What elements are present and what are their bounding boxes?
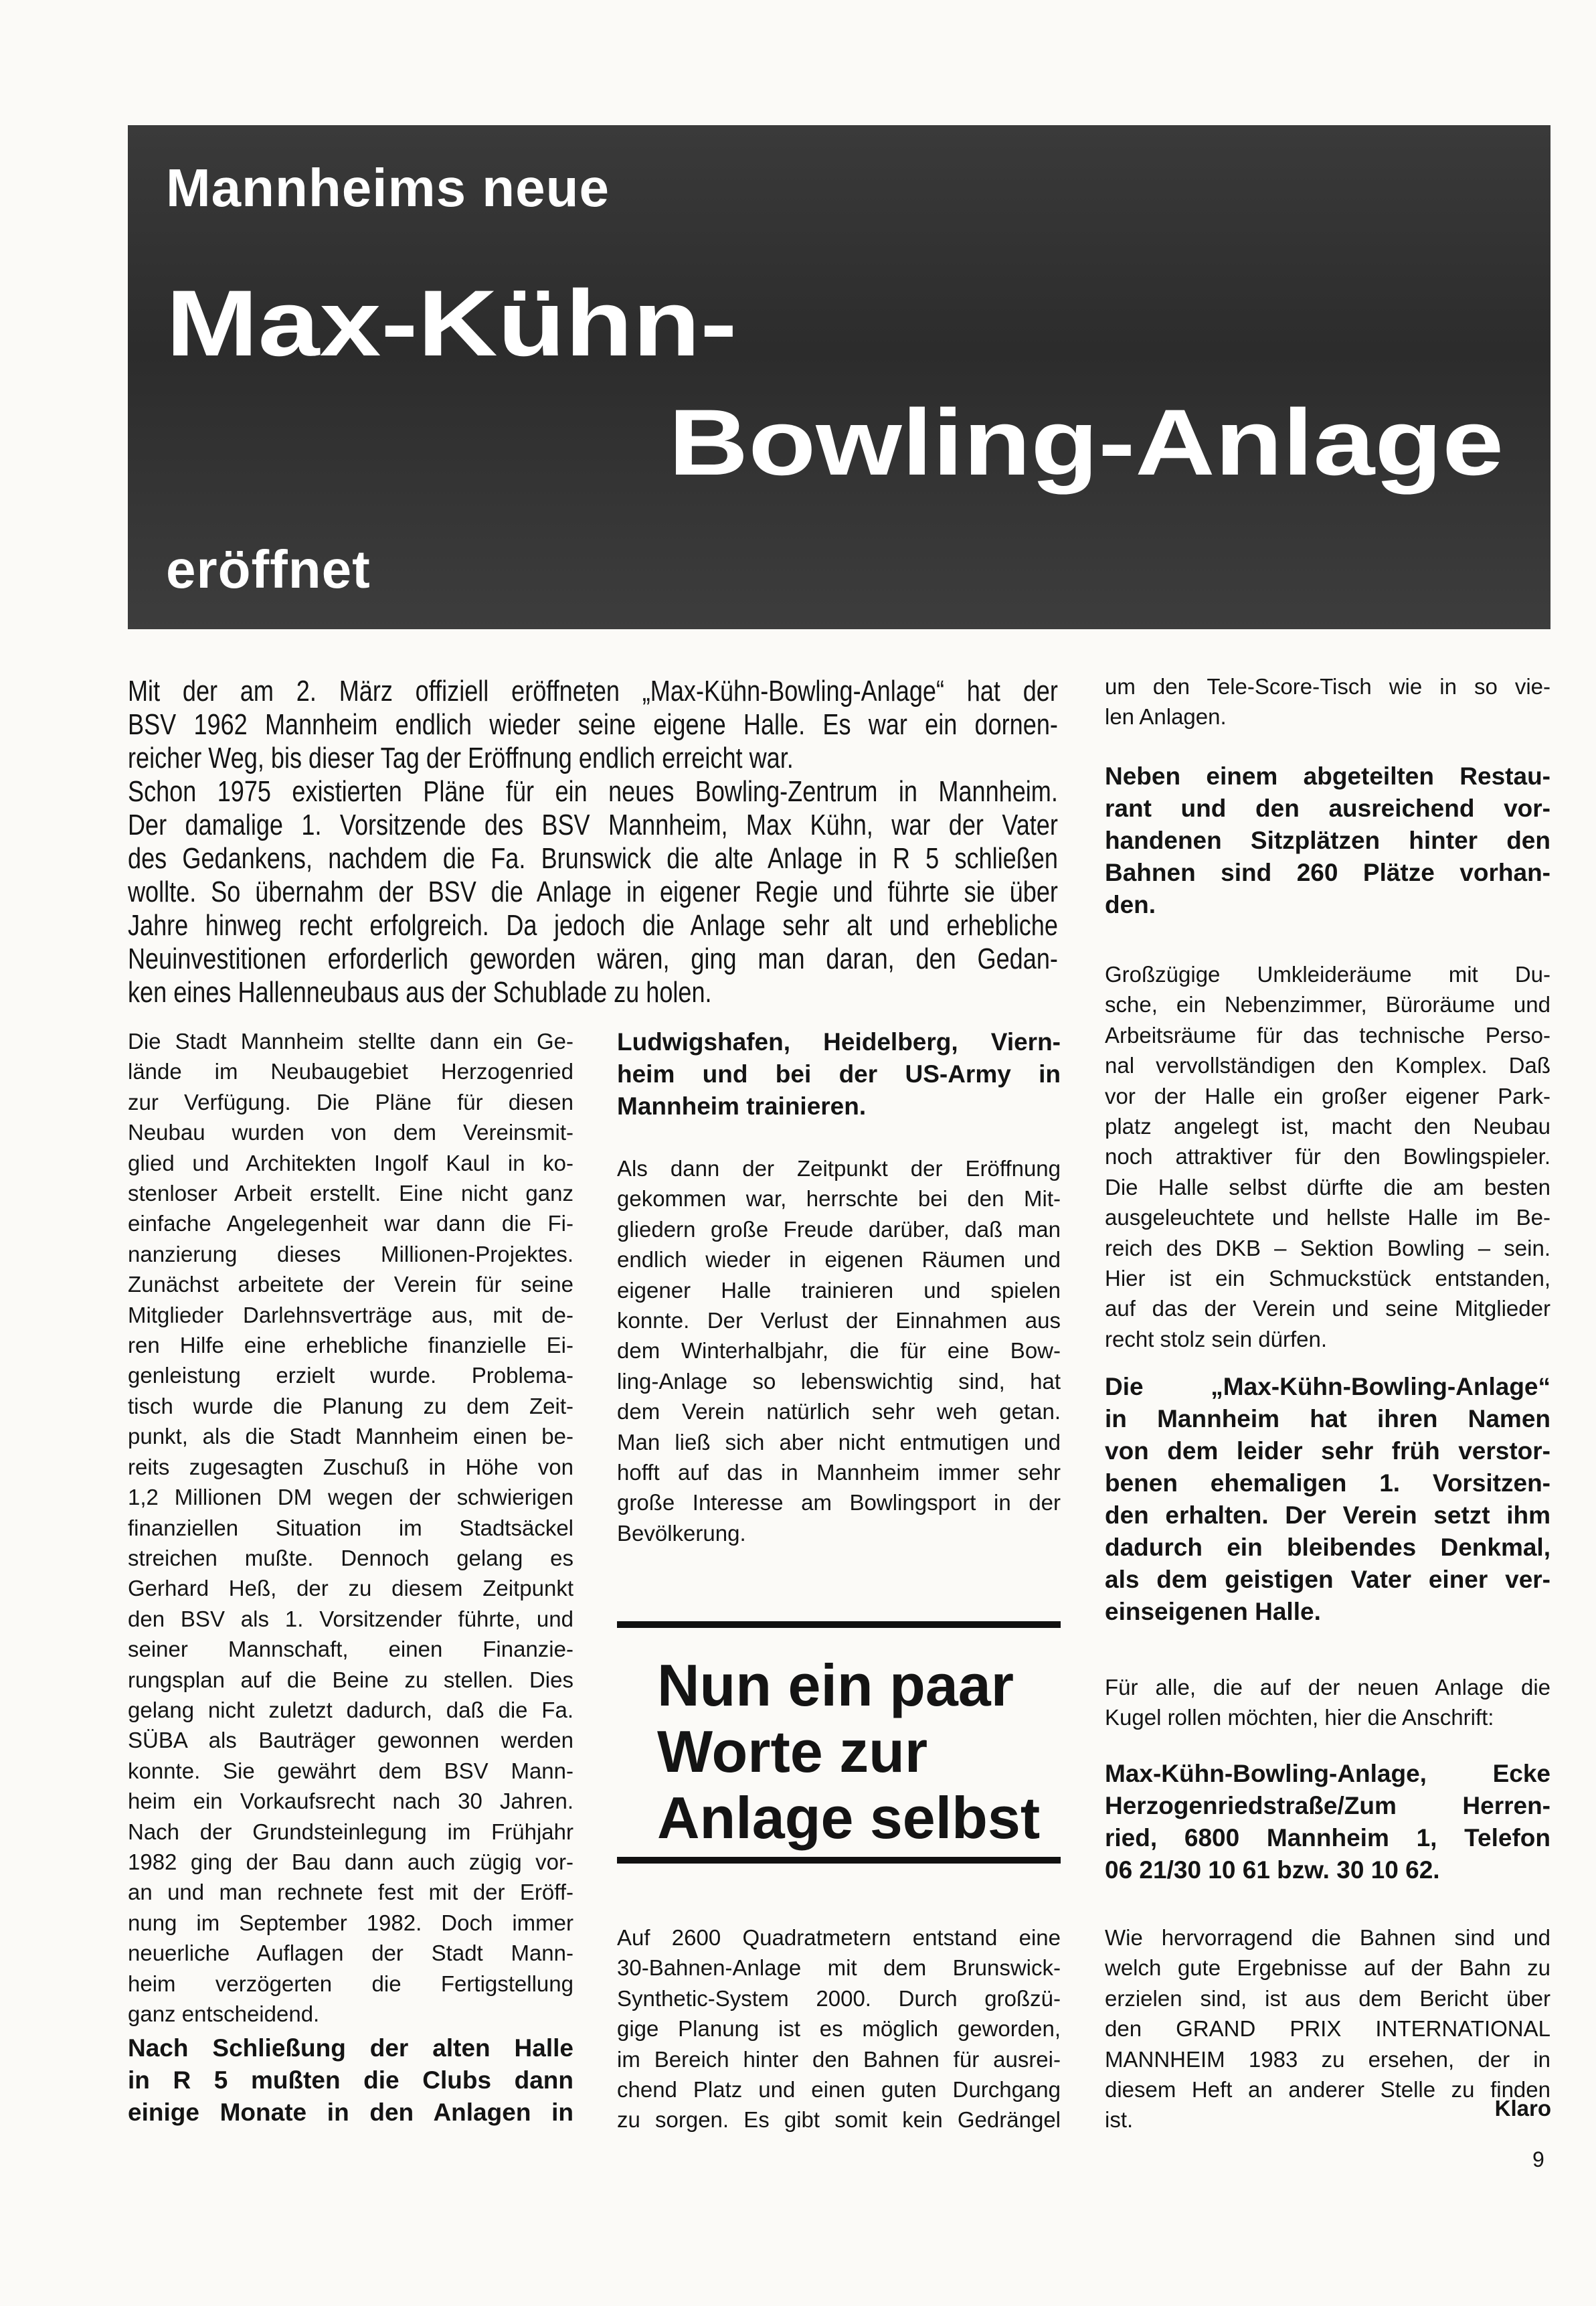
- text-line: platz angelegt ist, macht den Neubau: [1105, 1114, 1550, 1139]
- title-banner: [128, 125, 1550, 629]
- text-line: dadurch ein bleibendes Denkmal,: [1105, 1534, 1550, 1561]
- text-line: finanziellen Situation im Stadtsäckel: [128, 1515, 573, 1540]
- text-line: nal vervollständigen den Komplex. Daß: [1105, 1053, 1550, 1078]
- text-line: ken eines Hallenneubaus aus der Schublade zu holen.: [128, 976, 712, 1009]
- text-line: ausgeleuchtete und hellste Halle im Be-: [1105, 1205, 1550, 1230]
- text-line: Gerhard Heß, der zu diesem Zeitpunkt: [128, 1576, 573, 1601]
- text-line: Neubau wurden von dem Vereinsmit-: [128, 1120, 573, 1145]
- divider-bottom: [617, 1857, 1061, 1864]
- text-line: glied und Architekten Ingolf Kaul in ko-: [128, 1150, 573, 1175]
- text-line: stenloser Arbeit erstellt. Eine nicht ganz: [128, 1181, 573, 1206]
- text-line: zur Verfügung. Die Pläne für diesen: [128, 1089, 573, 1115]
- text-line: heim ein Vorkaufsrecht nach 30 Jahren.: [128, 1789, 573, 1814]
- text-line: ling-Anlage so lebenswichtig sind, hat: [617, 1368, 1061, 1394]
- text-line: Neben einem abgeteilten Restau-: [1105, 762, 1550, 790]
- text-line: Ludwigshafen, Heidelberg, Viern-: [617, 1028, 1061, 1056]
- text-line: Herzogenriedstraße/Zum Herren-: [1105, 1792, 1550, 1819]
- text-line: Anlage selbst: [657, 1785, 1041, 1851]
- text-line: als dem geistigen Vater einer ver-: [1105, 1566, 1550, 1593]
- middle-bold-paragraph: [617, 1026, 1061, 1123]
- page-number: 9: [1532, 2147, 1544, 2171]
- text-line: MANNHEIM 1983 zu ersehen, der in: [1105, 2046, 1550, 2072]
- text-line: dem Winterhalbjahr, die für eine Bow-: [617, 1338, 1061, 1364]
- text-line: gige Planung ist es möglich geworden,: [617, 2016, 1061, 2042]
- text-line: chend Platz und einen guten Durchgang: [617, 2077, 1061, 2103]
- text-line: rungsplan auf die Beine zu stellen. Dies: [128, 1667, 573, 1692]
- text-line: erzielen sind, ist aus dem Bericht über: [1105, 1985, 1550, 2011]
- text-line: dem Verein natürlich sehr weh getan.: [617, 1399, 1061, 1424]
- text-line: seiner Mannschaft, einen Finanzie-: [128, 1637, 573, 1662]
- text-line: Kugel rollen möchten, hier die Anschrift:: [1105, 1705, 1494, 1730]
- text-line: 06 21/30 10 61 bzw. 30 10 62.: [1105, 1856, 1440, 1884]
- text-line: den GRAND PRIX INTERNATIONAL: [1105, 2016, 1550, 2042]
- text-line: Wie hervorragend die Bahnen sind und: [1105, 1925, 1550, 1950]
- text-line: einfache Angelegenheit war dann die Fi-: [128, 1211, 573, 1236]
- text-line: recht stolz sein dürfen.: [1105, 1326, 1327, 1351]
- text-line: Die „Max-Kühn-Bowling-Anlage“: [1105, 1373, 1550, 1400]
- text-line: heim und bei der US-Army in: [617, 1060, 1061, 1088]
- text-line: genleistung erzielt wurde. Problema-: [128, 1363, 573, 1388]
- text-line: den BSV als 1. Vorsitzender führte, und: [128, 1606, 573, 1631]
- text-line: Der damalige 1. Vorsitzende des BSV Mannheim, Max Kühn, war der Vater: [128, 809, 1058, 841]
- text-line: diesem Heft an anderer Stelle zu finden: [1105, 2077, 1550, 2103]
- text-line: rant und den ausreichend vor-: [1105, 795, 1550, 822]
- right-address: [1105, 1758, 1550, 1886]
- text-line: des Gedankens, nachdem die Fa. Brunswick die alte Anlage in R 5 schließen: [128, 842, 1058, 875]
- text-line: im Bereich hinter den Bahnen für ausrei-: [617, 2046, 1061, 2072]
- text-line: Mitglieder Darlehnsverträge aus, mit de-: [128, 1302, 573, 1327]
- text-line: den.: [1105, 891, 1156, 918]
- left-bold-paragraph: [128, 2032, 573, 2129]
- text-line: ried, 6800 Mannheim 1, Telefon: [1105, 1824, 1550, 1851]
- title-line-1: Max-Kühn-: [166, 270, 737, 376]
- right-bold-paragraph-1: [1105, 760, 1550, 921]
- text-line: 1982 ging der Bau dann auch zügig vor-: [128, 1849, 573, 1874]
- text-line: Max-Kühn-Bowling-Anlage, Ecke: [1105, 1760, 1550, 1787]
- text-line: handenen Sitzplätzen hinter den: [1105, 827, 1550, 854]
- intro-paragraph-2: [128, 775, 1058, 1009]
- text-line: gliedern große Freude darüber, daß man: [617, 1216, 1061, 1242]
- text-line: Schon 1975 existierten Pläne für ein neues Bowling-Zentrum in Mannheim.: [128, 775, 1058, 808]
- text-line: nanzierung dieses Millionen-Projektes.: [128, 1241, 573, 1266]
- text-line: Nach Schließung der alten Halle: [128, 2034, 573, 2062]
- text-line: ist.: [1105, 2107, 1134, 2133]
- text-line: neuerliche Auflagen der Stadt Mann-: [128, 1941, 573, 1966]
- text-line: SÜBA als Bauträger gewonnen werden: [128, 1728, 573, 1753]
- text-line: Mit der am 2. März offiziell eröffneten „Max-Kühn-Bowling-Anlage“ hat der: [128, 675, 1058, 708]
- text-line: Worte zur: [657, 1718, 928, 1785]
- text-line: reits zugesagten Zuschuß in Höhe von: [128, 1454, 573, 1479]
- text-line: einige Monate in den Anlagen in: [128, 2098, 573, 2126]
- text-line: endlich wieder in eigenen Räumen und: [617, 1247, 1061, 1272]
- text-line: um den Tele-Score-Tisch wie in so vie-: [1105, 674, 1550, 699]
- text-line: ren Hilfe eine erhebliche finanzielle Ei-: [128, 1333, 573, 1358]
- text-line: Synthetic-System 2000. Durch großzü-: [617, 1985, 1061, 2011]
- text-line: Jahre hinweg recht erfolgreich. Da jedoch die Anlage sehr alt und erhebliche: [128, 909, 1058, 942]
- text-line: Zunächst arbeitete der Verein für seine: [128, 1272, 573, 1297]
- text-line: in R 5 mußten die Clubs dann: [128, 2066, 573, 2094]
- text-line: punkt, als die Stadt Mannheim einen be-: [128, 1424, 573, 1449]
- text-line: den erhalten. Der Verein setzt ihm: [1105, 1501, 1550, 1529]
- text-line: hofft auf das in Mannheim immer sehr: [617, 1460, 1061, 1485]
- title-line-2: Bowling-Anlage: [669, 390, 1504, 495]
- text-line: an und man rechnete fest mit der Eröff-: [128, 1880, 573, 1905]
- text-line: len Anlagen.: [1105, 704, 1227, 730]
- text-line: Neuinvestitionen erforderlich geworden wären, ging man daran, den Gedan-: [128, 942, 1058, 975]
- text-line: konnte. Der Verlust der Einnahmen aus: [617, 1308, 1061, 1333]
- text-line: 30-Bahnen-Anlage mit dem Brunswick-: [617, 1955, 1061, 1981]
- text-line: große Interesse am Bowlingsport in der: [617, 1490, 1061, 1515]
- left-paragraph: [128, 1026, 573, 2029]
- text-line: reich des DKB – Sektion Bowling – sein.: [1105, 1235, 1550, 1260]
- text-line: Die Stadt Mannheim stellte dann ein Ge-: [128, 1029, 573, 1054]
- text-line: Bahnen sind 260 Plätze vorhan-: [1105, 859, 1550, 886]
- text-line: welch gute Ergebnisse auf der Bahn zu: [1105, 1955, 1550, 1981]
- text-line: benen ehemaligen 1. Vorsitzen-: [1105, 1469, 1550, 1497]
- text-line: einseigenen Halle.: [1105, 1598, 1321, 1625]
- text-line: Mannheim trainieren.: [617, 1092, 867, 1120]
- text-line: nung im September 1982. Doch immer: [128, 1910, 573, 1935]
- text-line: von dem leider sehr früh verstor-: [1105, 1437, 1550, 1465]
- text-line: lände im Neubaugebiet Herzogenried: [128, 1059, 573, 1084]
- text-line: tisch wurde die Planung zu dem Zeit-: [128, 1393, 573, 1418]
- text-line: konnte. Sie gewährt dem BSV Mann-: [128, 1758, 573, 1783]
- text-line: ganz entscheidend.: [128, 2001, 320, 2026]
- text-line: in Mannheim hat ihren Namen: [1105, 1405, 1550, 1432]
- text-line: Nun ein paar: [657, 1652, 1014, 1718]
- text-line: reicher Weg, bis dieser Tag der Eröffnung endlich erreicht war.: [128, 742, 794, 774]
- text-line: Auf 2600 Quadratmetern entstand eine: [617, 1925, 1061, 1950]
- intro-paragraph-1: [128, 675, 1058, 775]
- title-subtitle: eröffnet: [166, 540, 371, 599]
- text-line: sche, ein Nebenzimmer, Büroräume und: [1105, 992, 1550, 1017]
- middle-paragraph-2: [617, 1922, 1061, 2135]
- text-line: BSV 1962 Mannheim endlich wieder seine eigene Halle. Es war ein dornen-: [128, 708, 1058, 741]
- text-line: Man ließ sich aber nicht entmutigen und: [617, 1429, 1061, 1455]
- text-line: streichen mußte. Dennoch gelang es: [128, 1545, 573, 1570]
- text-line: Als dann der Zeitpunkt der Eröffnung: [617, 1156, 1061, 1181]
- text-line: Arbeitsräume für das technische Perso-: [1105, 1022, 1550, 1048]
- divider-top: [617, 1621, 1061, 1628]
- right-paragraph-3: [1105, 1672, 1550, 1733]
- text-line: noch attraktiver für den Bowlingspieler.: [1105, 1144, 1550, 1169]
- text-line: 1,2 Millionen DM wegen der schwierigen: [128, 1485, 573, 1510]
- section-heading: [657, 1652, 1040, 1851]
- text-line: vor der Halle ein großer eigener Park-: [1105, 1083, 1550, 1108]
- text-line: Hier ist ein Schmuckstück entstanden,: [1105, 1266, 1550, 1291]
- text-line: eigener Halle trainieren und spielen: [617, 1277, 1061, 1303]
- text-line: Großzügige Umkleideräume mit Du-: [1105, 962, 1550, 987]
- middle-paragraph-1: [617, 1153, 1061, 1548]
- text-line: heim verzögerten die Fertigstellung: [128, 1971, 573, 1996]
- right-paragraph-4: [1105, 1922, 1550, 2135]
- text-line: wollte. So übernahm der BSV die Anlage in eigener Regie und führte sie über: [128, 876, 1058, 908]
- author-signature: Klaro: [1494, 2096, 1551, 2121]
- text-line: Die Halle selbst dürfte die am besten: [1105, 1174, 1550, 1200]
- right-bold-paragraph-2: [1105, 1371, 1550, 1628]
- right-paragraph-1: [1105, 671, 1550, 732]
- text-line: Für alle, die auf der neuen Anlage die: [1105, 1675, 1550, 1700]
- text-line: gelang nicht zuletzt dadurch, daß die Fa.: [128, 1697, 573, 1722]
- text-line: zu sorgen. Es gibt somit kein Gedrängel: [617, 2107, 1061, 2133]
- text-line: Bevölkerung.: [617, 1520, 746, 1546]
- right-paragraph-2: [1105, 959, 1550, 1354]
- text-line: Nach der Grundsteinlegung im Frühjahr: [128, 1819, 573, 1844]
- text-line: gekommen war, herrschte bei den Mit-: [617, 1186, 1061, 1212]
- text-line: auf das der Verein und seine Mitglieder: [1105, 1296, 1550, 1321]
- title-kicker: Mannheims neue: [166, 158, 610, 218]
